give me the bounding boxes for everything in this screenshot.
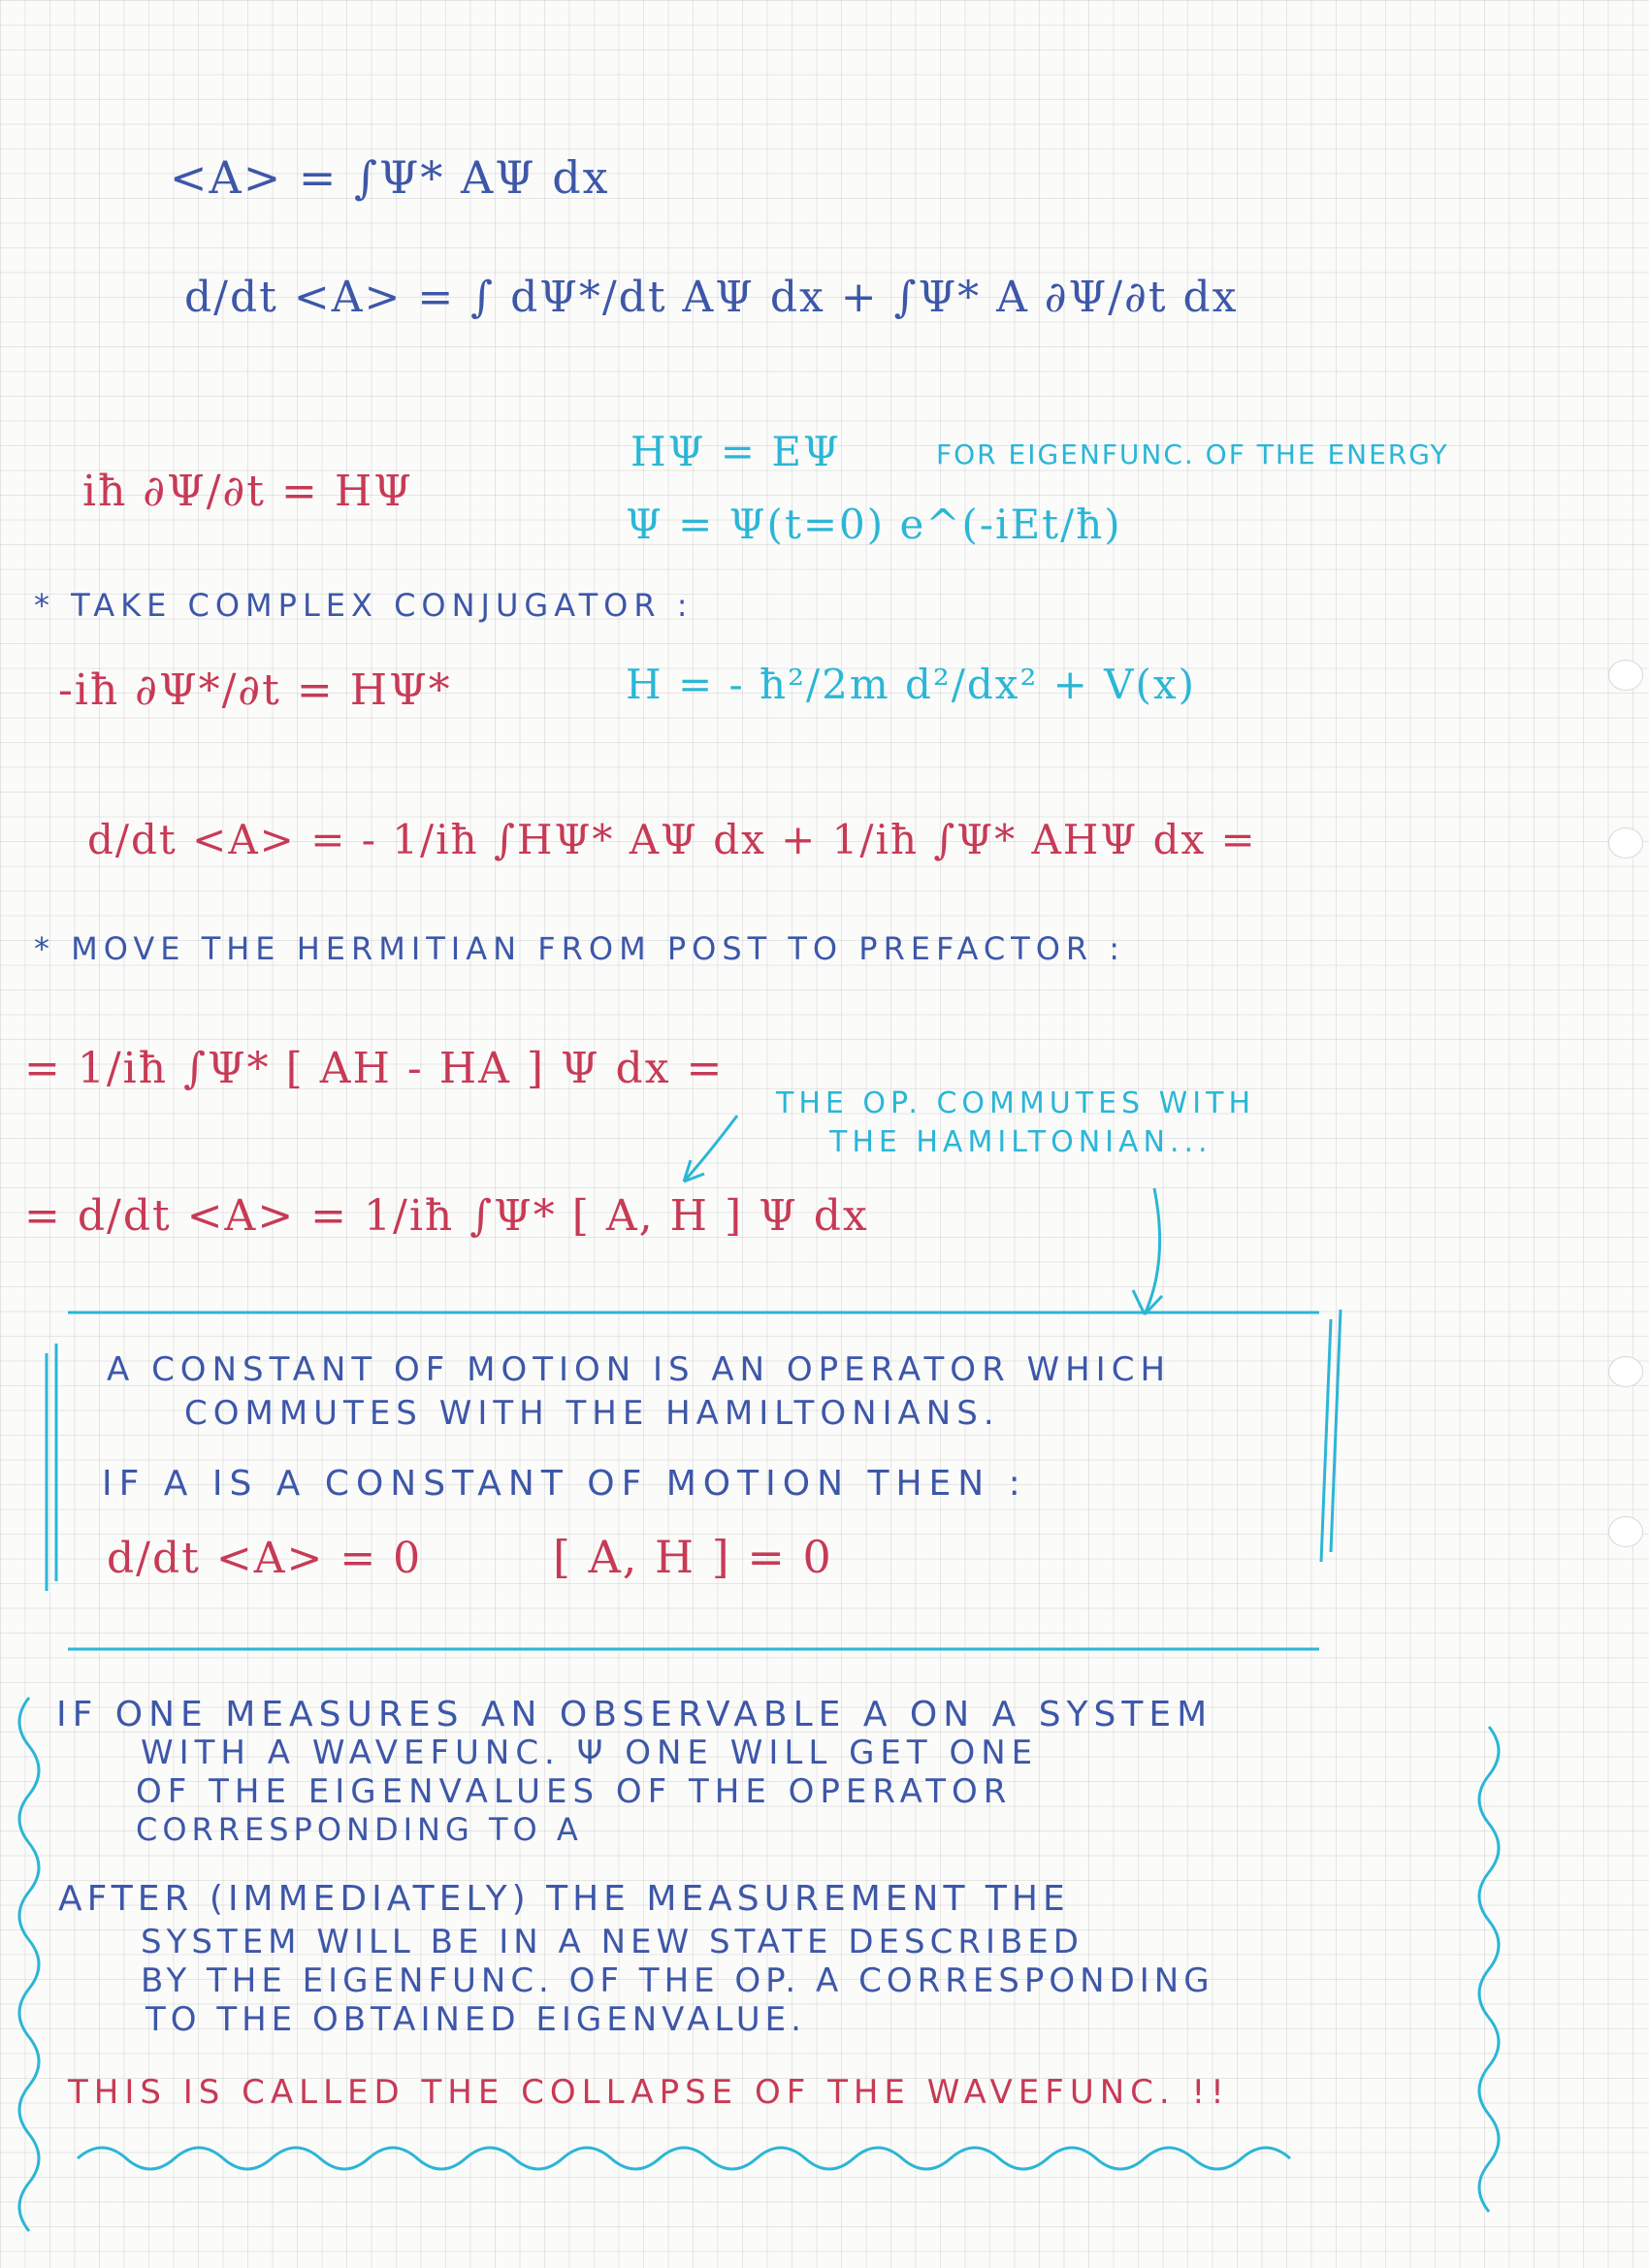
constant-condition: IF A IS A CONSTANT OF MOTION THEN : bbox=[102, 1464, 1027, 1504]
expectation-equation: <A> = ∫Ψ* AΨ dx bbox=[170, 151, 610, 204]
definition-line1: A CONSTANT OF MOTION IS AN OPERATOR WHICH bbox=[107, 1350, 1172, 1389]
conjugate-equation: -iħ ∂Ψ*/∂t = HΨ* bbox=[58, 665, 452, 715]
measurement-p2-line1: AFTER (IMMEDIATELY) THE MEASUREMENT THE bbox=[58, 1879, 1070, 1919]
measurement-p1-line4: CORRESPONDING TO A bbox=[136, 1811, 583, 1848]
bracket-equation: = 1/iħ ∫Ψ* [ AH - HA ] Ψ dx = bbox=[24, 1044, 725, 1093]
time-derivative-equation: d/dt <A> = ∫ dΨ*/dt AΨ dx + ∫Ψ* A ∂Ψ/∂t dx bbox=[184, 273, 1239, 322]
step1-heading: * TAKE COMPLEX CONJUGATOR : bbox=[34, 587, 694, 624]
energy-eigen-equation: HΨ = EΨ bbox=[630, 428, 841, 475]
energy-eigen-note: FOR EIGENFUNC. OF THE ENERGY bbox=[936, 438, 1449, 470]
commutator-equation: = d/dt <A> = 1/iħ ∫Ψ* [ A, H ] Ψ dx bbox=[24, 1191, 869, 1241]
measurement-p2-line4: TO THE OBTAINED EIGENVALUE. bbox=[146, 2000, 806, 2039]
hamiltonian-equation: H = - ħ²/2m d²/dx² + V(x) bbox=[626, 661, 1196, 708]
commute-note-line2: THE HAMILTONIAN... bbox=[829, 1125, 1212, 1159]
commute-note-line1: THE OP. COMMUTES WITH bbox=[776, 1086, 1256, 1120]
collapse-statement: THIS IS CALLED THE COLLAPSE OF THE WAVEFUNC. !! bbox=[68, 2073, 1230, 2112]
result-derivative-zero: d/dt <A> = 0 bbox=[107, 1534, 423, 1583]
measurement-p1-line1: IF ONE MEASURES AN OBSERVABLE A ON A SYSTEM bbox=[56, 1695, 1213, 1734]
measurement-p2-line3: BY THE EIGENFUNC. OF THE OP. A CORRESPONDING bbox=[141, 1961, 1214, 2000]
measurement-p1-line3: OF THE EIGENVALUES OF THE OPERATOR bbox=[136, 1772, 1013, 1811]
time-evolution-equation: Ψ = Ψ(t=0) e^(-iEt/ħ) bbox=[626, 501, 1122, 548]
measurement-p2-line2: SYSTEM WILL BE IN A NEW STATE DESCRIBED bbox=[141, 1923, 1083, 1961]
substituted-equation: d/dt <A> = - 1/iħ ∫HΨ* AΨ dx + 1/iħ ∫Ψ* AHΨ dx = bbox=[87, 816, 1257, 863]
schrodinger-equation: iħ ∂Ψ/∂t = HΨ bbox=[82, 467, 413, 516]
definition-line2: COMMUTES WITH THE HAMILTONIANS. bbox=[184, 1394, 1000, 1433]
result-commutator-zero: [ A, H ] = 0 bbox=[553, 1531, 833, 1583]
step2-heading: * MOVE THE HERMITIAN FROM POST TO PREFACTOR : bbox=[34, 930, 1126, 967]
measurement-p1-line2: WITH A WAVEFUNC. Ψ ONE WILL GET ONE bbox=[141, 1733, 1039, 1772]
